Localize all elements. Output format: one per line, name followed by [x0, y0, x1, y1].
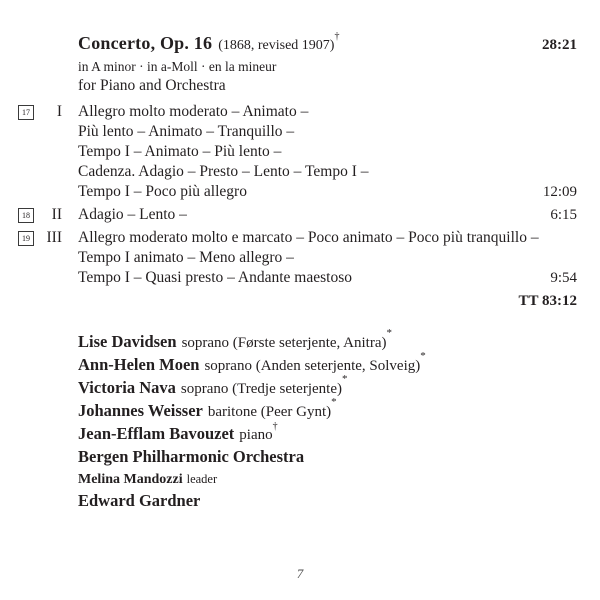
performer-line: [78, 350, 577, 377]
total-time: TT 83:12: [518, 293, 577, 309]
movement-lines: [62, 228, 550, 288]
work-header: [78, 32, 577, 95]
work-duration: 28:21: [542, 37, 577, 53]
performer-role: baritone (Peer Gynt): [207, 404, 332, 420]
asterisk-symbol: *: [386, 327, 393, 340]
performer-role: leader: [186, 472, 218, 486]
movement-line: Tempo I – Poco più allegro: [78, 183, 247, 200]
track-box-cell: [18, 228, 35, 288]
work-title: Concerto, Op. 16: [78, 33, 213, 53]
track-number: 19: [22, 233, 30, 243]
movement-row-2: [18, 205, 577, 225]
movement-lines: [62, 102, 543, 202]
performer-name: Ann-Helen Moen: [78, 355, 200, 374]
asterisk-symbol: *: [341, 373, 348, 386]
track-number-box: [18, 231, 34, 246]
movement-line: Tempo I animato – Meno allegro –: [78, 249, 294, 266]
performers-list: [78, 327, 577, 513]
work-scoring-subtitle: for Piano and Orchestra: [78, 77, 226, 94]
track-number: 17: [22, 107, 30, 117]
movement-row-3: [18, 228, 577, 288]
work-title-row: [78, 32, 577, 57]
asterisk-symbol: *: [331, 396, 337, 409]
performer-role: soprano (Tredje seterjente): [180, 381, 342, 397]
work-annotation-text: (1868, revised 1907): [218, 38, 335, 53]
performer-name: Melina Mandozzi: [78, 472, 183, 487]
asterisk-symbol: *: [420, 350, 426, 363]
movement-line: Più lento – Animato – Tranquillo –: [78, 123, 295, 140]
performer-line: [78, 327, 577, 354]
performer-role: soprano (Første seterjente, Anitra): [181, 335, 387, 351]
performer-name: Edward Gardner: [78, 491, 201, 510]
movement-line: Allegro molto moderato – Animato –: [78, 103, 309, 120]
movement-line: Tempo I – Animato – Più lento –: [78, 143, 282, 160]
dagger-symbol: †: [334, 30, 340, 42]
performer-line: [78, 396, 577, 423]
work-annotation: [218, 30, 340, 57]
performer-role: piano: [239, 427, 273, 443]
movement-numeral: II: [51, 206, 62, 223]
page-number: 7: [296, 566, 304, 581]
movement-lines: [62, 205, 550, 225]
track-number: 18: [22, 210, 30, 220]
performer-line: [78, 469, 577, 490]
movement-line: Adagio – Lento –: [78, 206, 187, 223]
movement-duration: 6:15: [550, 207, 577, 223]
movement-line: Cadenza. Adagio – Presto – Lento – Tempo I –: [78, 163, 369, 180]
performer-line: [78, 446, 577, 469]
performer-name: Johannes Weisser: [78, 401, 203, 420]
work-key-subtitle: in A minor · in a-Moll · en la mineur: [78, 59, 277, 74]
track-box-cell: [18, 102, 35, 202]
movement-numeral: III: [46, 229, 62, 246]
performer-line: [78, 420, 577, 446]
track-number-box: [18, 208, 34, 223]
performer-line: [78, 490, 577, 513]
performer-line: [78, 373, 577, 400]
performer-role: soprano (Anden seterjente, Solveig): [204, 358, 421, 374]
performer-name: Bergen Philharmonic Orchestra: [78, 447, 305, 466]
movement-line: Allegro moderato molto e marcato – Poco animato – Poco più tranquillo –: [78, 229, 539, 246]
movement-line: Tempo I – Quasi presto – Andante maestoso: [78, 269, 352, 286]
movement-duration: 12:09: [542, 184, 577, 200]
movement-row-1: [18, 102, 577, 202]
movement-numeral: I: [56, 103, 62, 120]
performer-name: Lise Davidsen: [78, 332, 177, 351]
performer-name: Victoria Nava: [78, 378, 176, 397]
dagger-symbol: †: [272, 420, 278, 432]
track-number-box: [18, 105, 34, 120]
page-content: [18, 32, 577, 513]
track-box-cell: [18, 205, 35, 225]
performer-name: Jean-Efflam Bavouzet: [78, 424, 235, 443]
movement-duration: 9:54: [550, 270, 577, 286]
